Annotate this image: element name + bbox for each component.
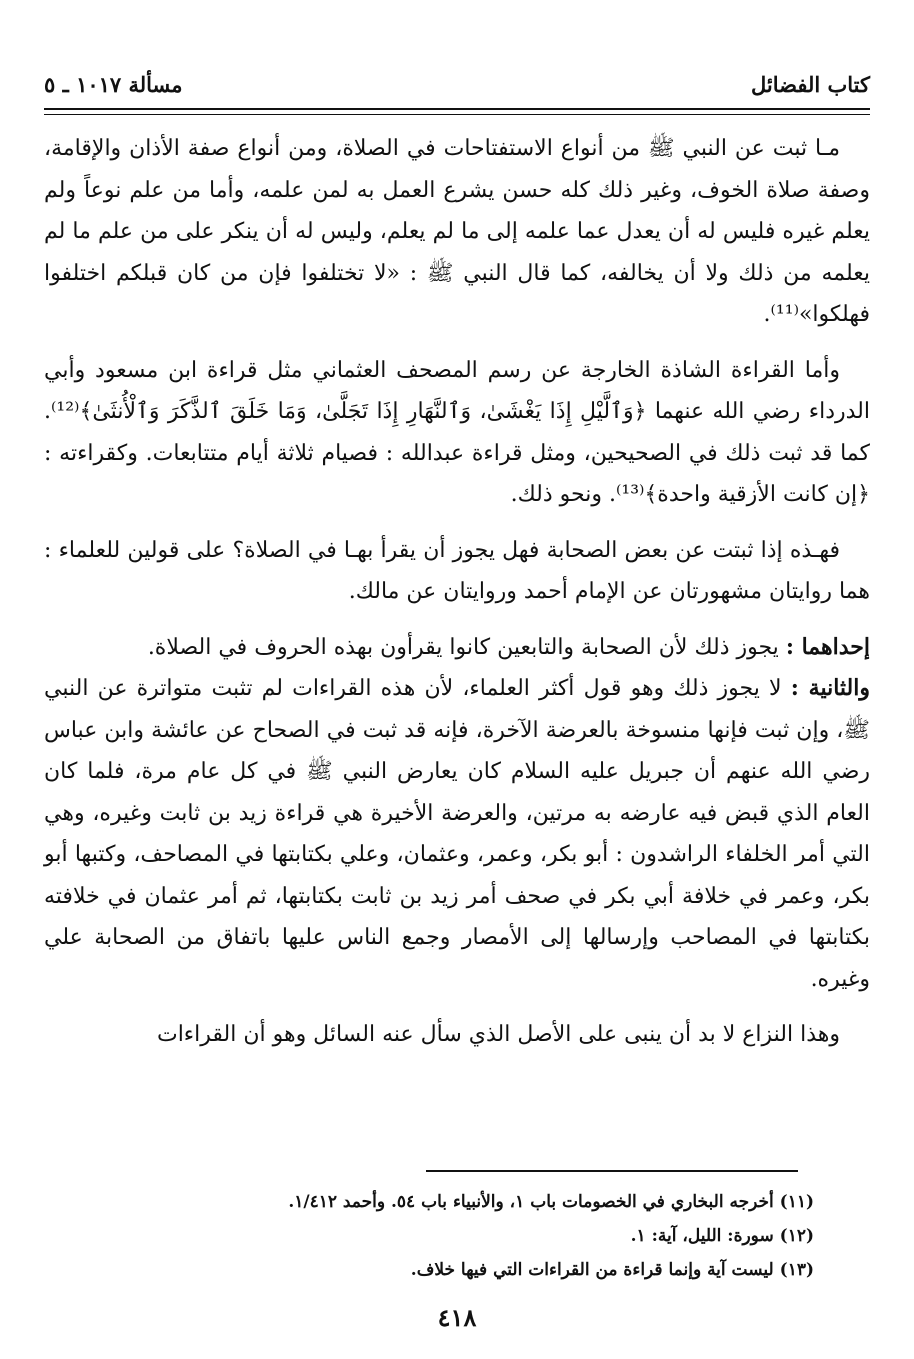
paragraph-6 [44,1014,870,1056]
paragraph-lead: إحداهما : [785,633,870,660]
paragraph-text: يجوز ذلك لأن الصحابة والتابعين كانوا يقرأون بهذه الحروف في الصلاة. [147,634,779,660]
paragraph-text: وهذا النزاع لا بد أن ينبى على الأصل الذي سأل عنه السائل وهو أن القراءات [156,1022,840,1047]
paragraph-text: مـا ثبت عن النبي ﷺ من أنواع الاستفتاحات في الصلاة، ومن أنواع صفة الأذان والإقامة، وصفة صلاة الخوف، وغير ذلك كله حسن يشرع العمل به لمن علمه، وأما من علم نوعاً ولم يعلم غيره فليس له أن يعدل عما علمه إلى ما لم يعلم، وليس له أن ينكر على من علم ما لم يعلمه من ذلك ولا أن يخالفه، كما قال النبي ﷺ : «لا تختلفوا فإن من كان قبلكم اختلفوا فهلكوا»⁽¹¹⁾. [44,136,870,327]
book-title: كتاب الفضائل [750,72,870,97]
main-text [44,128,870,1056]
footnotes [44,1185,814,1287]
footnote-13: (١٣) ليست آية وإنما قراءة من القراءات التي فيها خلاف. [410,1260,814,1280]
footnote-rule [426,1170,798,1172]
paragraph-4 [44,627,870,669]
header-rule [44,108,870,110]
paragraph-1 [44,128,870,336]
paragraph-5 [44,668,870,1000]
page-number: ٤١٨ [437,1303,477,1332]
paragraph-text: وأما القراءة الشاذة الخارجة عن رسم المصحف العثماني مثل قراءة ابن مسعود وأبي الدرداء رضي الله عنهما ﴿وَٱلَّيْلِ إِذَا يَغْشَىٰ، وَٱلنَّهَارِ إِذَا تَجَلَّىٰ، وَمَا خَلَقَ ٱلذَّكَرَ وَٱلْأُنثَىٰ﴾⁽¹²⁾. كما قد ثبت ذلك في الصحيحين، ومثل قراءة عبدالله : فصيام ثلاثة أيام متتابعات. وكقراءته : ﴿إن كانت الأزقية واحدة﴾⁽¹³⁾. ونحو ذلك. [44,357,870,507]
paragraph-2 [44,350,870,516]
paragraph-lead: والثانية : [790,675,870,701]
paragraph-text: لا يجوز ذلك وهو قول أكثر العلماء، لأن هذه القراءات لم تثبت متواترة عن النبي ﷺ، وإن ثبت فإنها منسوخة بالعرضة الآخرة، فإنه قد ثبت في الصحاح عن عائشة وابن عباس رضي الله عنهم أن جبريل عليه السلام كان يعارض النبي ﷺ في كل عام مرة، فلما كان العام الذي قبض فيه عارضه به مرتين، والعرضة الأخيرة هي قراءة زيد بن ثابت وغيره، وهي التي أمر الخلفاء الراشدون : أبو بكر، وعمر، وعثمان، وعلي بكتابتها في المصاحف، وكتبها أبو بكر، وعمر في خلافة أبي بكر في صحف أمر زيد بن ثابت بكتابتها، ثم أمر عثمان في خلافته بكتابتها في المصاحب وإرسالها إلى الأمصار وجمع الناس عليها باتفاق من الصحابة علي وغيره. [44,676,870,992]
paragraph-3 [44,530,870,613]
running-head [44,70,870,106]
paragraph-text: فهـذه إذا ثبتت عن بعض الصحابة فهل يجوز أن يقرأ بهـا في الصلاة؟ على قولين للعلماء : هما روايتان مشهورتان عن الإمام أحمد وروايتان عن مالك. [44,537,870,604]
issue-number: مسألة ١٠١٧ ـ ٥ [44,72,183,97]
footnote-11: (١١) أخرجه البخاري في الخصومات باب ١، والأنبياء باب ٥٤. وأحمد ١/٤١٢. [288,1192,814,1212]
header-rule-thin [44,114,870,115]
footnote-12: (١٢) سورة: الليل، آية: ١. [630,1226,814,1246]
